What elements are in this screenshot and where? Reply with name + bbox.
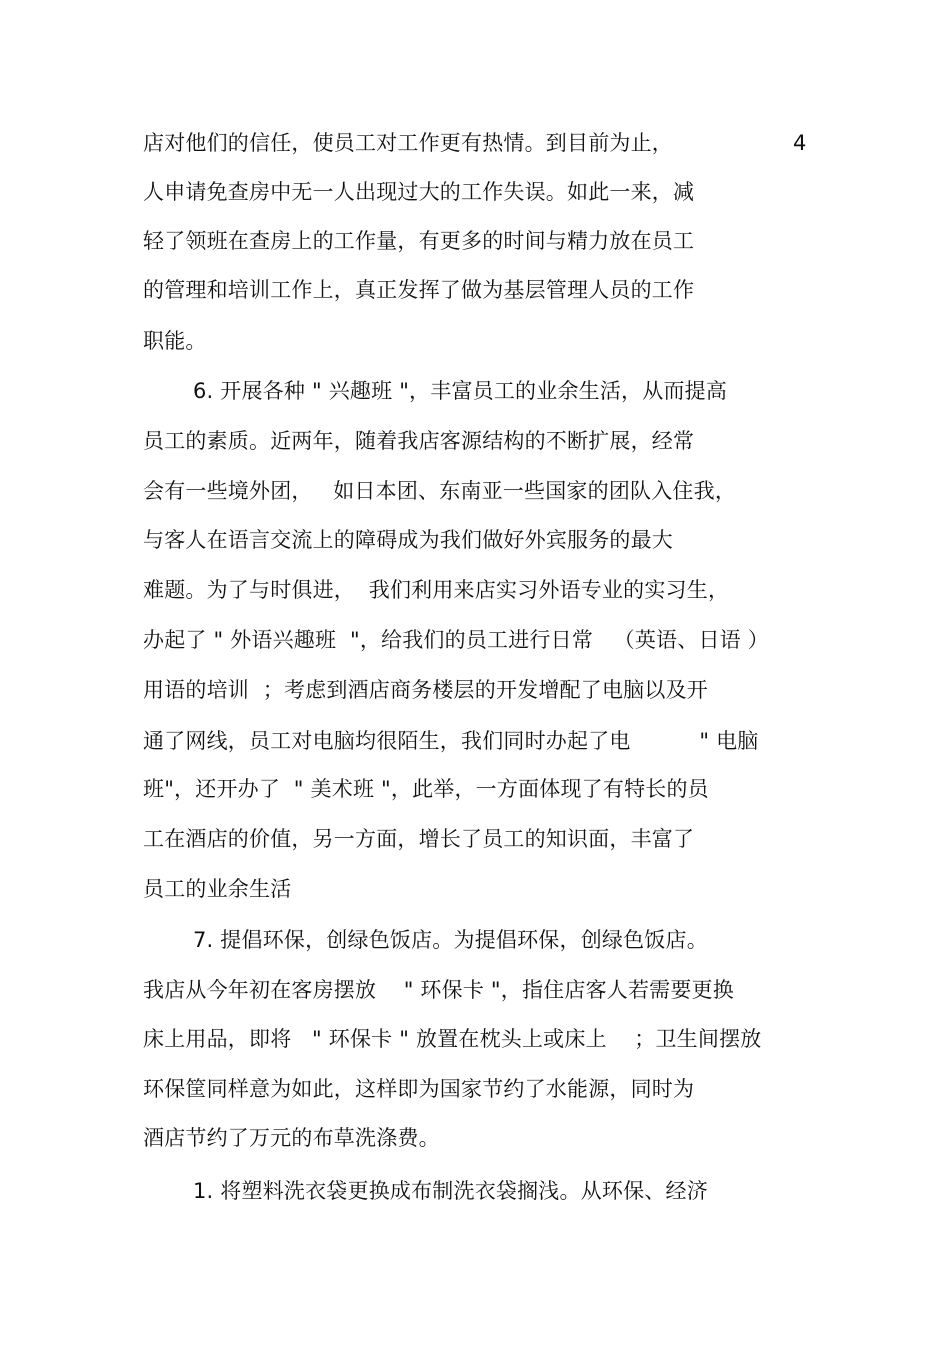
text-line: 轻了领班在查房上的工作量，有更多的时间与精力放在员工	[143, 229, 695, 253]
text-line: 工在酒店的价值，另一方面，增长了员工的知识面，丰富了	[143, 827, 695, 851]
text-line: 员工的业余生活	[143, 877, 292, 901]
page-number: 4	[793, 131, 807, 155]
paragraph-heading-6: 6. 开展各种 " 兴趣班 "，丰富员工的业余生活，从而提高	[193, 379, 728, 403]
text-line: 会有一些境外团， 如日本团、东南亚一些国家的团队入住我，	[143, 479, 737, 503]
paragraph-heading-1: 1. 将塑料洗衣袋更换成布制洗衣袋搁浅。从环保、经济	[193, 1179, 708, 1203]
text-line: 办起了 " 外语兴趣班 "，给我们的员工进行日常 （英语、日语 ）	[143, 628, 769, 652]
text-line: 环保筐同样意为如此，这样即为国家节约了水能源，同时为	[143, 1077, 695, 1101]
text-line: 员工的素质。近两年，随着我店客源结构的不断扩展，经常	[143, 429, 695, 453]
text-line: 通了网线，员工对电脑均很陌生，我们同时办起了电 " 电脑	[143, 729, 759, 753]
text-line: 与客人在语言交流上的障碍成为我们做好外宾服务的最大	[143, 528, 673, 552]
text-line: 我店从今年初在客房摆放 " 环保卡 "，指住店客人若需要更换	[143, 978, 734, 1002]
paragraph-heading-7: 7. 提倡环保，创绿色饭店。为提倡环保，创绿色饭店。	[193, 928, 708, 952]
text-line: 班"，还开办了 " 美术班 "，此举，一方面体现了有特长的员	[143, 777, 709, 801]
text-line: 用语的培训 ；考虑到酒店商务楼层的开发增配了电脑以及开	[143, 678, 708, 702]
text-line: 店对他们的信任，使员工对工作更有热情。到目前为止，	[143, 131, 673, 155]
text-line: 酒店节约了万元的布草洗涤费。	[143, 1126, 440, 1150]
text-line: 人申请免查房中无一人出现过大的工作失误。如此一来，减	[143, 180, 695, 204]
text-line: 职能。	[143, 329, 207, 353]
text-line: 床上用品，即将 " 环保卡 " 放置在枕头上或床上 ；卫生间摆放	[143, 1027, 762, 1051]
text-line: 的管理和培训工作上，真正发挥了做为基层管理人员的工作	[143, 278, 695, 302]
text-line: 难题。为了与时俱进， 我们利用来店实习外语专业的实习生，	[143, 578, 730, 602]
